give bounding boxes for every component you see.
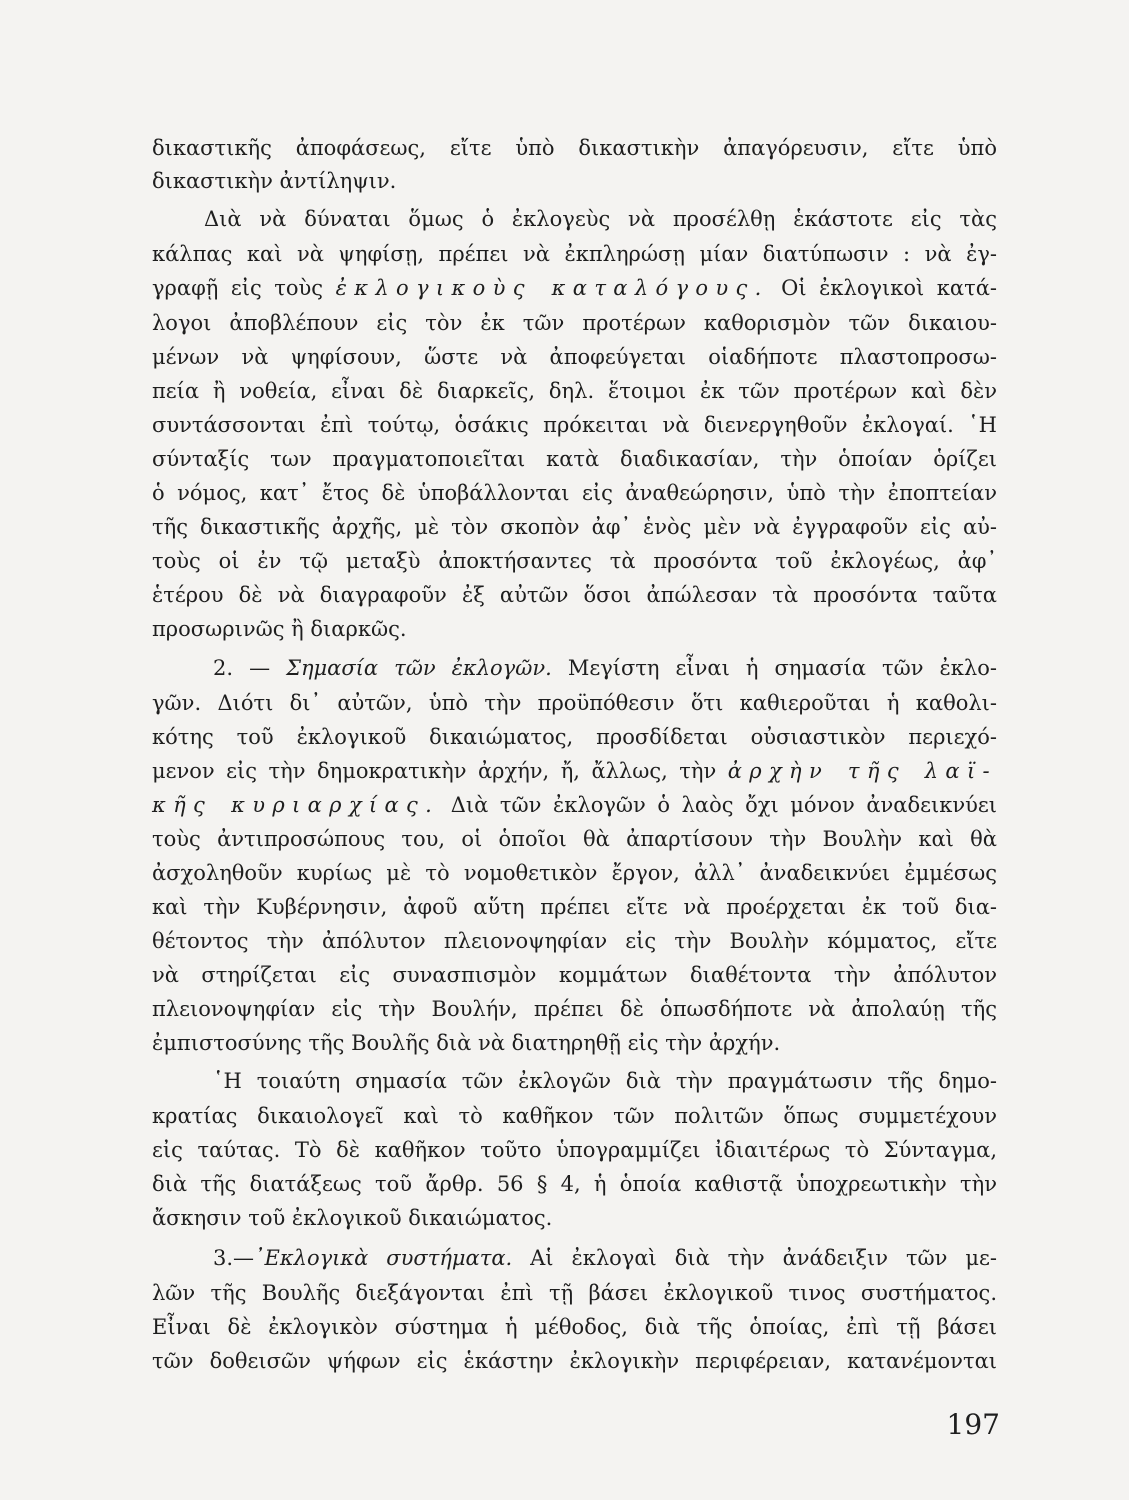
text-line: τοὺς ἀντιπροσώπους του, οἱ ὁποῖοι θὰ ἀπαρτίσουν τὴν Βουλὴν καὶ θὰ <box>152 827 997 851</box>
text-fragment: Διὰ τῶν ἐκλογῶν ὁ λαὸς ὄχι μόνον ἀναδεικνύει <box>450 793 997 817</box>
section-heading-line <box>213 653 997 683</box>
section-number: 2. — <box>213 656 287 680</box>
section-number: 3.— <box>213 1246 255 1270</box>
text-line: εἰς ταύτας. Τὸ δὲ καθῆκον τοῦτο ὑπογραμμίζει ἰδιαιτέρως τὸ Σύνταγμα, <box>152 1138 997 1162</box>
page-number: 197 <box>946 1408 1000 1441</box>
text-line: Εἶναι δὲ ἐκλογικὸν σύστημα ἡ μέθοδος, διὰ τῆς ὁποίας, ἐπὶ τῇ βάσει <box>152 1315 997 1339</box>
text-fragment: Οἱ ἐκλογικοὶ κατά- <box>781 276 997 300</box>
text-fragment: μενον εἰς τὴν δημοκρατικὴν ἀρχήν, ἤ, ἄλλως, τὴν <box>152 759 717 783</box>
text-line: ἀσχοληθοῦν κυρίως μὲ τὸ νομοθετικὸν ἔργον, ἀλλ᾽ ἀναδεικνύει ἐμμέσως <box>152 861 997 885</box>
text-line: τῶν δοθεισῶν ψήφων εἰς ἑκάστην ἐκλογικὴν περιφέρειαν, κατανέμονται <box>152 1349 997 1373</box>
text-line: ἄσκησιν τοῦ ἐκλογικοῦ δικαιώματος. <box>152 1206 553 1230</box>
spaced-emphasis: ἐκλογικοὺς καταλόγους. <box>335 276 769 300</box>
text-line: σύνταξίς των πραγματοποιεῖται κατὰ διαδικασίαν, τὴν ὁποίαν ὁρίζει <box>152 447 997 471</box>
text-line <box>152 790 997 820</box>
text-line: μένων νὰ ψηφίσουν, ὥστε νὰ ἀποφεύγεται οἱαδήποτε πλαστοπροσω- <box>152 345 997 369</box>
text-line: νὰ στηρίζεται εἰς συνασπισμὸν κομμάτων διαθέτοντα τὴν ἀπόλυτον <box>152 963 997 987</box>
section-heading-line <box>213 1243 997 1273</box>
text-line: δικαστικὴν ἀντίληψιν. <box>152 169 397 193</box>
spaced-emphasis: κῆς κυριαρχίας. <box>152 793 440 817</box>
text-line: θέτοντος τὴν ἀπόλυτον πλειονοψηφίαν εἰς τὴν Βουλὴν κόμματος, εἴτε <box>152 929 997 953</box>
text-line: διὰ τῆς διατάξεως τοῦ ἄρθρ. 56 § 4, ἡ ὁποία καθιστᾷ ὑποχρεωτικὴν τὴν <box>152 1172 997 1196</box>
text-line: πλειονοψηφίαν εἰς τὴν Βουλήν, πρέπει δὲ ὁπωσδήποτε νὰ ἀπολαύῃ τῆς <box>152 997 997 1021</box>
text-line: δικαστικῆς ἀποφάσεως, εἴτε ὑπὸ δικαστικὴν ἀπαγόρευσιν, εἴτε ὑπὸ <box>152 136 997 160</box>
text-line: συντάσσονται ἐπὶ τούτῳ, ὁσάκις πρόκειται νὰ διενεργηθοῦν ἐκλογαί. ῾Η <box>152 413 997 437</box>
text-line: κότης τοῦ ἐκλογικοῦ δικαιώματος, προσδίδεται οὐσιαστικὸν περιεχό- <box>152 725 997 749</box>
text-line: τοὺς οἱ ἐν τῷ μεταξὺ ἀποκτήσαντες τὰ προσόντα τοῦ ἐκλογέως, ἀφ᾽ <box>152 549 997 573</box>
text-line: γῶν. Διότι δι᾽ αὐτῶν, ὑπὸ τὴν προϋπόθεσιν ὅτι καθιεροῦται ἡ καθολι- <box>152 691 997 715</box>
text-line: κρατίας δικαιολογεῖ καὶ τὸ καθῆκον τῶν πολιτῶν ὅπως συμμετέχουν <box>152 1104 997 1128</box>
text-line: ἑτέρου δὲ νὰ διαγραφοῦν ἐξ αὐτῶν ὅσοι ἀπώλεσαν τὰ προσόντα ταῦτα <box>152 583 997 607</box>
text-line: καὶ τὴν Κυβέρνησιν, ἀφοῦ αὕτη πρέπει εἴτε νὰ προέρχεται ἐκ τοῦ δια- <box>152 895 997 919</box>
text-line: ὁ νόμος, κατ᾽ ἔτος δὲ ὑποβάλλονται εἰς ἀναθεώρησιν, ὑπὸ τὴν ἐποπτείαν <box>152 481 997 505</box>
text-line: λογοι ἀποβλέπουν εἰς τὸν ἐκ τῶν προτέρων καθορισμὸν τῶν δικαιου- <box>152 311 997 335</box>
section-title: Σημασία τῶν ἐκλογῶν. <box>286 656 552 680</box>
text-line <box>152 756 997 786</box>
text-line: τῆς δικαστικῆς ἀρχῆς, μὲ τὸν σκοπὸν ἀφ᾽ ἑνὸς μὲν νὰ ἐγγραφοῦν εἰς αὐ- <box>152 515 997 539</box>
text-line: κάλπας καὶ νὰ ψηφίσῃ, πρέπει νὰ ἐκπληρώσῃ μίαν διατύπωσιν : νὰ ἐγ- <box>152 242 997 266</box>
text-line: ἐμπιστοσύνης τῆς Βουλῆς διὰ νὰ διατηρηθῇ εἰς τὴν ἀρχήν. <box>152 1031 781 1055</box>
text-line <box>152 273 997 303</box>
text-fragment: γραφῇ εἰς τοὺς <box>152 276 324 300</box>
text-line: προσωρινῶς ἢ διαρκῶς. <box>152 617 407 641</box>
text-fragment: Αἱ ἐκλογαὶ διὰ τὴν ἀνάδειξιν τῶν με- <box>530 1246 997 1270</box>
section-title: ᾽Εκλογικὰ συστήματα. <box>254 1246 513 1270</box>
text-line: πεία ἢ νοθεία, εἶναι δὲ διαρκεῖς, δηλ. ἕτοιμοι ἐκ τῶν προτέρων καὶ δὲν <box>152 379 997 403</box>
spaced-emphasis: ἀρχὴν τῆς λαϊ- <box>727 759 997 783</box>
text-line: λῶν τῆς Βουλῆς διεξάγονται ἐπὶ τῇ βάσει ἐκλογικοῦ τινος συστήματος. <box>152 1281 997 1305</box>
text-fragment: Μεγίστη εἶναι ἡ σημασία τῶν ἐκλο- <box>567 656 997 680</box>
text-line: ῾Η τοιαύτη σημασία τῶν ἐκλογῶν διὰ τὴν πραγμάτωσιν τῆς δημο- <box>213 1069 997 1093</box>
text-line: Διὰ νὰ δύναται ὅμως ὁ ἐκλογεὺς νὰ προσέλθῃ ἑκάστοτε εἰς τὰς <box>204 207 997 231</box>
